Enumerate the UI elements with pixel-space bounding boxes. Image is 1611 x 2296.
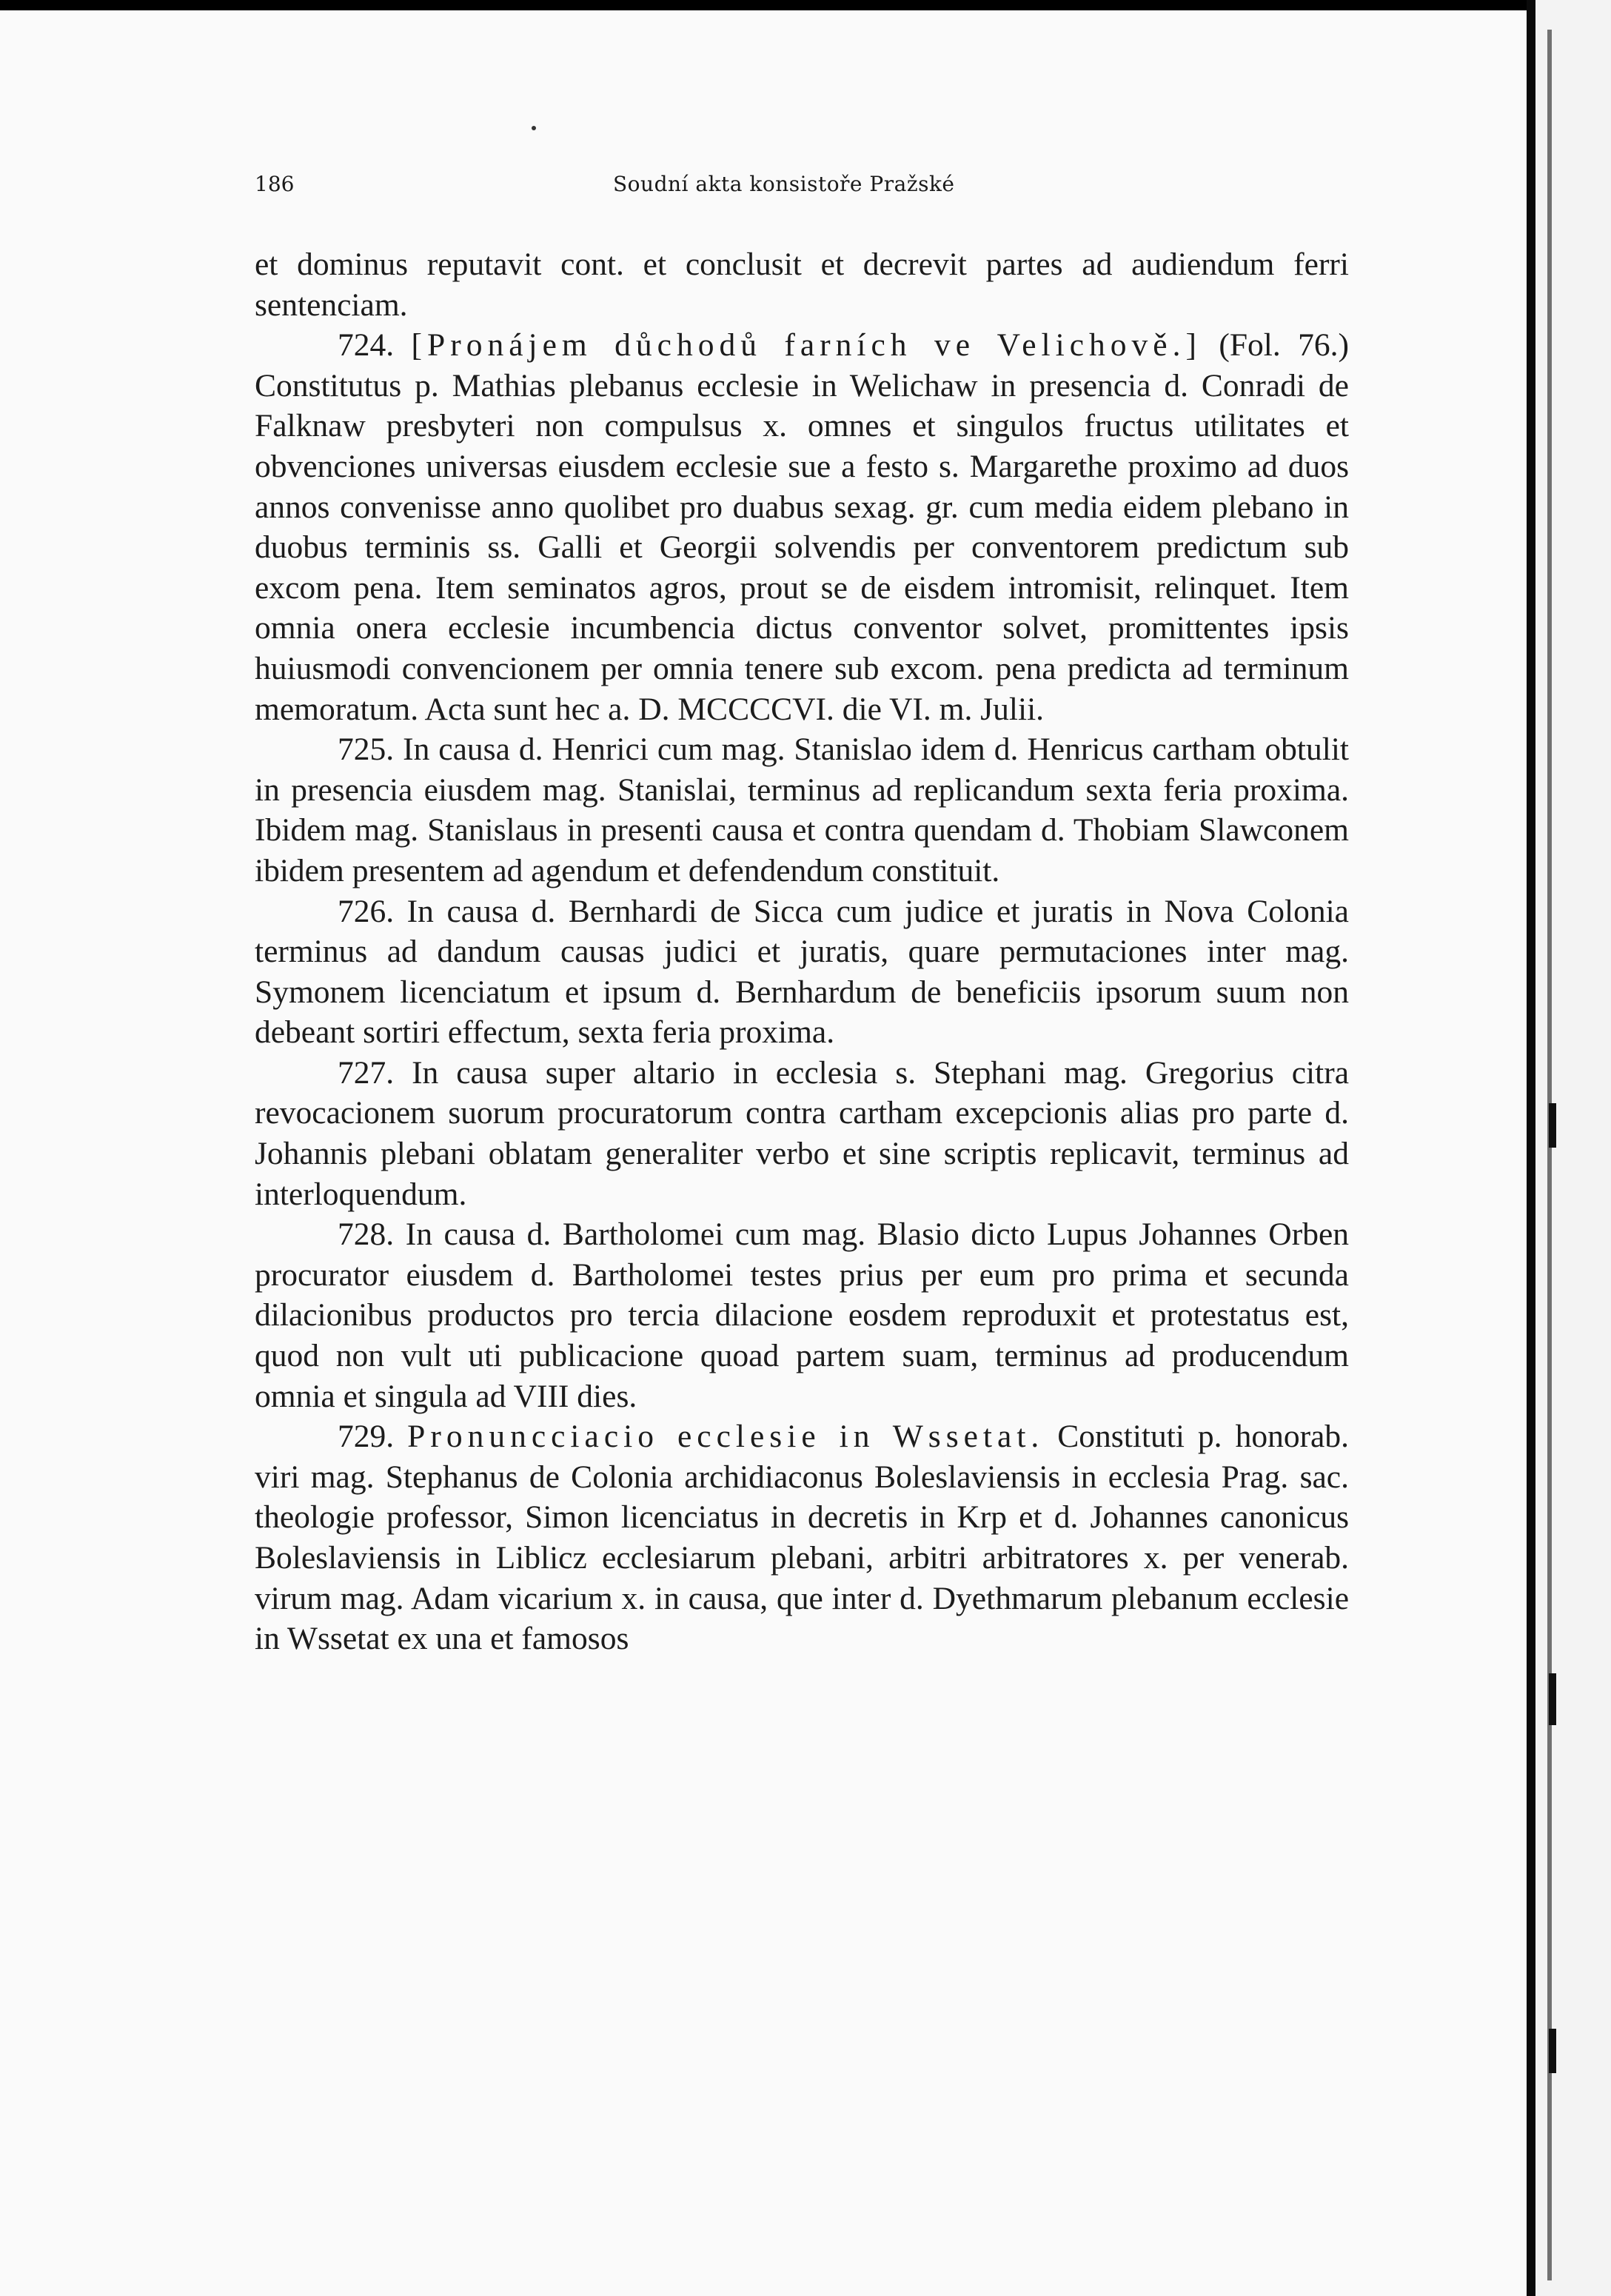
entry-726: [255, 891, 1349, 1053]
entry-number: 727.: [338, 1054, 395, 1091]
binding-shadow: [1547, 30, 1552, 2280]
edge-mark: [1549, 1103, 1556, 1148]
page-number: 186: [255, 172, 295, 196]
entry-728: [255, 1214, 1349, 1416]
entry-heading: [Pronájem důchodů farních ve Velichově.]: [411, 327, 1202, 364]
entry-text: (Fol. 76.) Constitutus p. Mathias plebanus ecclesie in Welichaw in presencia d. Conradi de Falknaw presbyteri non compulsus x. omnes et singulos fructus utilitates et obvenciones universas eiusdem ecclesie sue a festo s. Margarethe proximo ad duos annos convenisse anno quolibet pro duabus sexag. gr. cum media eidem plebano in duobus terminis ss. Galli et Georgii solvendis per conventorem predictum sub excom pena. Item seminatos agros, prout se de eisdem intromisit, relinquet. Item omnia onera ecclesie incumbencia dictus conventor solvet, promittentes ipsis huiusmodi convencionem per omnia tenere sub excom. pena predicta ad terminum memoratum. Acta sunt hec a. D. MCCCCVI. die VI. m. Julii.: [255, 327, 1350, 727]
body-text: [255, 244, 1349, 1659]
entry-heading: Pronuncciacio ecclesie in Wssetat.: [407, 1419, 1045, 1455]
entry-number: 729.: [338, 1419, 395, 1455]
binding-edge-line: [1527, 0, 1535, 2296]
entry-number: 725.: [338, 732, 395, 768]
entry-text: et dominus reputavit cont. et conclusit et decrevit partes ad audiendum ferri sentenciam.: [255, 247, 1349, 323]
entry-724: [255, 325, 1349, 729]
entry-continuation: [255, 244, 1349, 325]
entry-text: In causa d. Bartholomei cum mag. Blasio dicto Lupus Johannes Orben procurator eiusdem d. Bartholomei testes prius per eum pro prima et secunda dilacionibus productos pro tercia dilacione eosdem reproduxit et protestatus est, quod non vult uti publicacione quoad partem suam, terminus ad producendum omnia et singula ad VIII dies.: [255, 1216, 1350, 1414]
running-title: Soudní akta konsistoře Pražské: [613, 172, 955, 196]
edge-mark: [1549, 1673, 1556, 1725]
entry-number: 726.: [338, 893, 395, 929]
entry-text: In causa super altario in ecclesia s. Stephani mag. Gregorius citra revocacionem suorum procuratorum contra cartham excepcionis alias pro parte d. Johannis plebani oblatam generaliter verbo et sine scriptis replicavit, terminus ad interloquendum.: [255, 1054, 1350, 1212]
page-edge-strip: [1531, 0, 1611, 2296]
entry-text: Constituti p. honorab. viri mag. Stephanus de Colonia archidiaconus Boleslaviensis in ecclesia Prag. sac. theologie professor, Simon licenciatus in decretis in Krp et d. Johannes canonicus Boleslaviensis in Liblicz ecclesiarum plebani, arbitri arbitratores x. per venerab. virum mag. Adam vicarium x. in causa, que inter d. Dyethmarum plebanum ecclesie in Wssetat ex una et famosos: [255, 1419, 1349, 1657]
entry-number: 724.: [338, 327, 395, 364]
entry-727: [255, 1053, 1349, 1214]
entry-text: In causa d. Bernhardi de Sicca cum judice et juratis in Nova Colonia terminus ad dandum causas judici et juratis, quare permutaciones inter mag. Symonem licenciatum et ipsum d. Bernhardum de beneficiis ipsorum suum non debeant sortiri effectum, sexta feria proxima.: [255, 893, 1349, 1051]
edge-mark: [1549, 2029, 1556, 2073]
entry-text: In causa d. Henrici cum mag. Stanislao idem d. Henricus cartham obtulit in presencia eiusdem mag. Stanislai, terminus ad replicandum sexta feria proxima. Ibidem mag. Stanislaus in presenti causa et contra quendam d. Thobiam Slawconem ibidem presentem ad agendum et defendendum constituit.: [255, 732, 1350, 888]
speck: [532, 126, 536, 130]
entry-725: [255, 729, 1349, 891]
entry-number: 728.: [338, 1216, 395, 1253]
running-header: [255, 172, 1017, 201]
entry-729: [255, 1416, 1349, 1659]
